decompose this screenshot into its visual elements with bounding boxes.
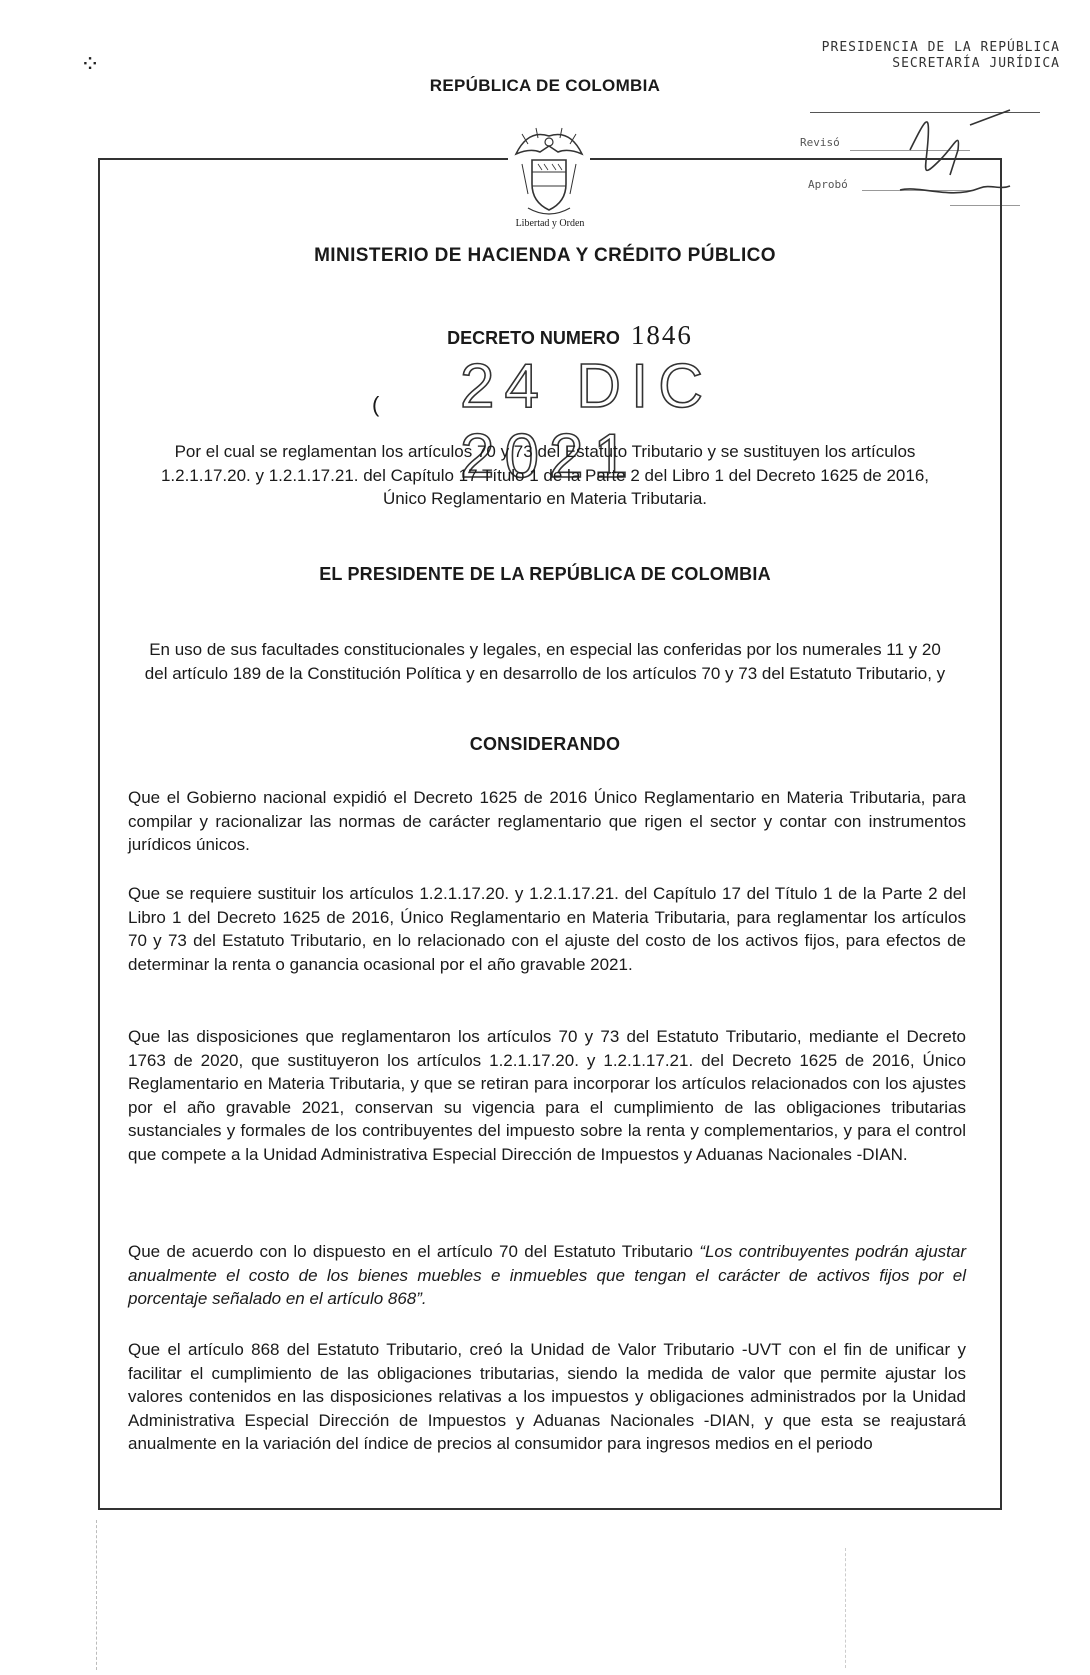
scan-mark: ⁘ — [80, 51, 101, 78]
consideration-paragraph: Que el artículo 868 del Estatuto Tributario, creó la Unidad de Valor Tributario -UVT con el fin de unificar y facilitar el cumplimiento de las obligaciones tributarias, siendo la medida de valor que permite ajustar los valores contenidos en las disposiciones relativas a los impuestos y obligaciones administrados por la Unidad Administrativa Especial Dirección de Impuestos y Aduanas Nacionales -DIAN, y que esta se reajustará anualmente en la variación del índice de precios al consumidor para ingresos medios en el periodo — [128, 1340, 966, 1453]
decree-label: DECRETO NUMERO — [447, 328, 620, 348]
margin-dots — [845, 1548, 848, 1668]
seal-motto: Libertad y Orden — [515, 218, 585, 229]
decree-number: 1846 — [630, 320, 693, 350]
margin-dots — [96, 1520, 99, 1670]
consideration-paragraph — [128, 1240, 966, 1311]
stamp-label-aprobo: Aprobó — [808, 178, 848, 191]
open-paren: ( — [372, 392, 380, 417]
stamp-label-reviso: Revisó — [800, 136, 840, 149]
consideration-paragraph: Que se requiere sustituir los artículos 1.2.1.17.20. y 1.2.1.17.21. del Capítulo 17 del Título 1 de la Parte 2 del Libro 1 del Decreto 1625 de 2016, Único Reglamentario en Materia Tributaria, para reglamentar los artículos 70 y 73 del Estatuto Tributario, en lo relacionado con el ajuste del costo de los activos fijos, para efectos de determinar la renta o ganancia ocasional por el año gravable 2021. — [128, 884, 966, 974]
ministry-title: MINISTERIO DE HACIENDA Y CRÉDITO PÚBLICO — [314, 245, 776, 266]
consideration-quote: “Los contribuyentes podrán ajustar anualmente el costo de los bienes muebles e inmuebles que tengan el carácter de activos fijos por el porcentaje señalado en el artículo 868”. — [128, 1242, 966, 1308]
faculties-paragraph: En uso de sus facultades constitucionales y legales, en especial las conferidas por los numerales 11 y 20 del artículo 189 de la Constitución Política y en desarrollo de los artículos 70 y 73 del Estatuto Tributario, y — [144, 640, 946, 683]
decree-heading — [400, 320, 740, 351]
decree-summary: Por el cual se reglamentan los artículos 70 y 73 del Estatuto Tributario y se sustituyen los artículos 1.2.1.17.20. y 1.2.1.17.21. del Capítulo 17 Título 1 de la Parte 2 del Libro 1 del Decreto 1625 de 2016, Único Reglamentario en Materia Tributaria. — [160, 442, 930, 508]
coat-of-arms-icon — [508, 124, 590, 222]
consideration-paragraph: Que el Gobierno nacional expidió el Decreto 1625 de 2016 Único Reglamentario en Materia Tributaria, para compilar y racionalizar las normas de carácter reglamentario que rigen el sector y contar con instrumentos jurídicos únicos. — [128, 788, 966, 854]
consideration-paragraph: Que las disposiciones que reglamentaron los artículos 70 y 73 del Estatuto Tributario, mediante el Decreto 1763 de 2020, que sustituyeron los artículos 1.2.1.17.20. y 1.2.1.17.21. del Decreto 1625 de 2016, Único Reglamentario en Materia Tributaria, y que se retiran para incorporar los artículos relacionados con los ajustes por el año gravable 2021, conservan su vigencia para el cumplimiento de las obligaciones tributarias sustanciales y formales de los contribuyentes del impuesto sobre la renta y complementarios, y para el control que compete a la Unidad Administrativa Especial Dirección de Impuestos y Aduanas Nacionales -DIAN. — [128, 1027, 966, 1164]
president-heading: EL PRESIDENTE DE LA REPÚBLICA DE COLOMBIA — [319, 564, 771, 584]
country-title: REPÚBLICA DE COLOMBIA — [429, 76, 661, 95]
stamp-line-1: PRESIDENCIA DE LA REPÚBLICA — [821, 40, 1060, 55]
date-stamp: 24 DIC 2021 — [460, 352, 713, 491]
stamp-line-2: SECRETARÍA JURÍDICA — [892, 56, 1060, 71]
consideration-lead: Que de acuerdo con lo dispuesto en el artículo 70 del Estatuto Tributario — [128, 1242, 700, 1261]
considerando-heading: CONSIDERANDO — [469, 734, 621, 754]
secretariat-stamp — [800, 40, 1060, 72]
